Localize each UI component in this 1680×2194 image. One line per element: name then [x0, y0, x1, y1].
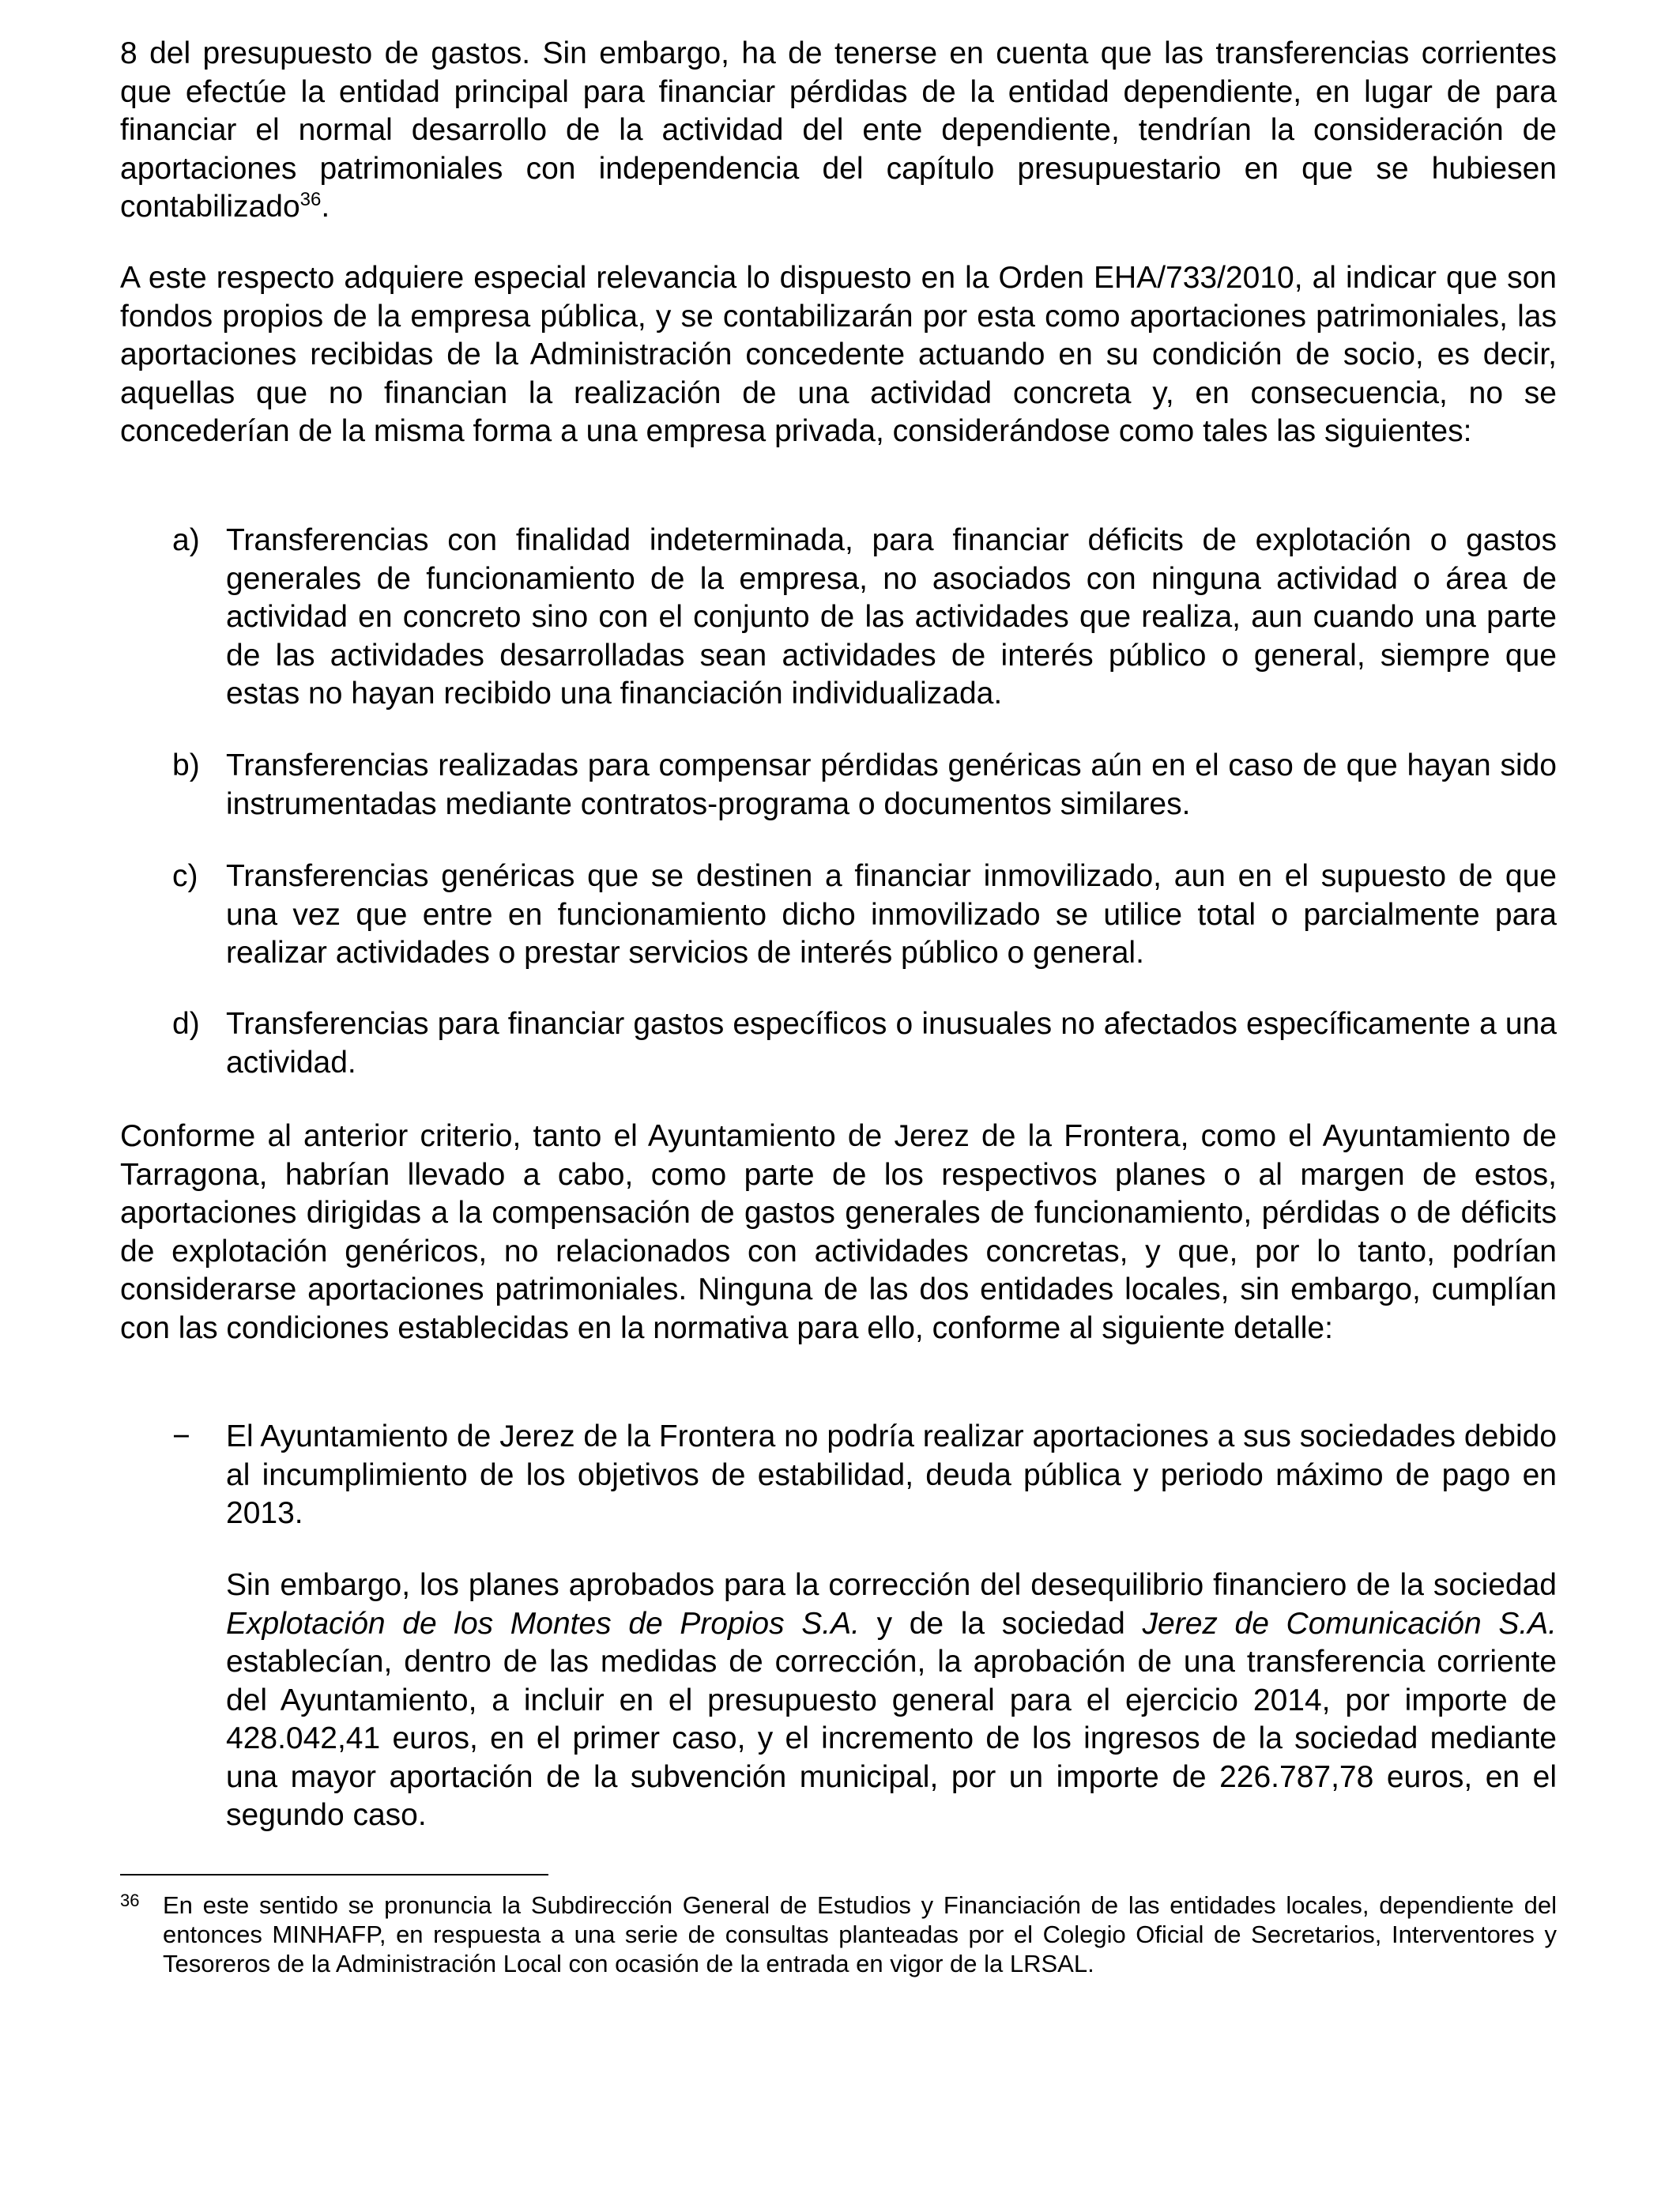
list-item-text: Transferencias para financiar gastos específicos o inusuales no afectados específicamente a una actividad. — [226, 1007, 1557, 1080]
paragraph-3 — [120, 1118, 1557, 1348]
footnote-text: En este sentido se pronuncia la Subdirección General de Estudios y Financiación de las entidades locales, dependiente del entonces MINHAFP, en respuesta a una serie de consultas planteadas por el Colegio Oficial de Secretarios, Interventores y Tesoreros de la Administración Local con ocasión de la entrada en vigor de la LRSAL. — [163, 1891, 1557, 1977]
dash-para-text-2: y de la sociedad — [859, 1606, 1143, 1641]
paragraph-2-text: A este respecto adquiere especial relevancia lo dispuesto en la Orden EHA/733/2010, al indicar que son fondos propios de la empresa pública, y se contabilizarán por esta como aportaciones patrimoniales, las aportaciones recibidas de la Administración concedente actuando en su condición de socio, es decir, aquellas que no financian la realización de una actividad concreta y, en consecuencia, no se concederían de la misma forma a una empresa privada, considerándose como tales las siguientes: — [120, 261, 1557, 448]
footnote-ref[interactable]: 36 — [299, 189, 322, 210]
dash-para-text-1: Sin embargo, los planes aprobados para la corrección del desequilibrio financiero de la sociedad — [226, 1568, 1557, 1602]
list-item — [172, 747, 1557, 824]
footnote — [120, 1891, 1557, 1978]
footnote-separator — [120, 1874, 548, 1875]
dash-para-text-3: establecían, dentro de las medidas de corrección, la aprobación de una transferencia corriente del Ayuntamiento, a incluir en el presupuesto general para el ejercicio 2014, por importe de 428.042,41 euros, en el primer caso, y el incremento de los ingresos de la sociedad mediante una mayor aportación de la subvención municipal, por un importe de 226.787,78 euros, en el segundo caso. — [226, 1645, 1557, 1832]
paragraph-2 — [120, 259, 1557, 451]
company-name-2: Jerez de Comunicación S.A. — [1142, 1606, 1558, 1641]
list-item — [172, 858, 1557, 973]
dash-marker: − — [172, 1419, 190, 1453]
list-item-text: Transferencias con finalidad indeterminada, para financiar déficits de explotación o gastos generales de funcionamiento de la empresa, no asociados con ninguna actividad o área de actividad en concreto sino con el conjunto de las actividades que realiza, aun cuando una parte de las actividades desarrolladas sean actividades de interés público o general, siempre que estas no hayan recibido una financiación individualizada. — [226, 523, 1557, 711]
paragraph-1-text: 8 del presupuesto de gastos. Sin embargo, ha de tenerse en cuenta que las transferencias corrientes que efectúe la entidad principal para financiar pérdidas de la entidad dependiente, en lugar de para financiar el normal desarrollo de la actividad del ente dependiente, tendrían la consideración de aportaciones patrimoniales con independencia del capítulo presupuestario en que se hubiesen contabilizado — [120, 36, 1557, 224]
list-marker: d) — [172, 1007, 200, 1041]
list-item-text: Transferencias realizadas para compensar pérdidas genéricas aún en el caso de que hayan sido instrumentadas mediante contratos-programa o documentos similares. — [226, 748, 1557, 821]
paragraph-1-end: . — [321, 190, 330, 224]
company-name-1: Explotación de los Montes de Propios S.A. — [226, 1606, 860, 1641]
list-marker: c) — [172, 859, 198, 893]
list-item — [172, 522, 1557, 714]
list-item-text: Transferencias genéricas que se destinen a financiar inmovilizado, aun en el supuesto de que una vez que entre en funcionamiento dicho inmovilizado se utilice total o parcialmente para realizar actividades o prestar servicios de interés público o general. — [226, 859, 1557, 970]
list-marker: a) — [172, 523, 200, 557]
list-item — [172, 1005, 1557, 1082]
paragraph-3-text: Conforme al anterior criterio, tanto el Ayuntamiento de Jerez de la Frontera, como el Ayuntamiento de Tarragona, habrían llevado a cabo, como parte de los respectivos planes o al margen de estos, aportaciones dirigidas a la compensación de gastos generales de funcionamiento, pérdidas o de déficits de explotación genéricos, no relacionados con actividades concretas, y que, por lo tanto, podrían considerarse aportaciones patrimoniales. Ninguna de las dos entidades locales, sin embargo, cumplían con las condiciones establecidas en la normativa para ello, conforme al siguiente detalle: — [120, 1119, 1557, 1345]
list-marker: b) — [172, 748, 200, 782]
dash-list-item — [172, 1418, 1557, 1533]
dash-item-paragraph — [226, 1566, 1557, 1835]
paragraph-1 — [120, 35, 1557, 227]
dash-item-text: El Ayuntamiento de Jerez de la Frontera no podría realizar aportaciones a sus sociedades debido al incumplimiento de los objetivos de estabilidad, deuda pública y periodo máximo de pago en 2013. — [226, 1419, 1557, 1530]
footnote-number: 36 — [120, 1891, 140, 1910]
